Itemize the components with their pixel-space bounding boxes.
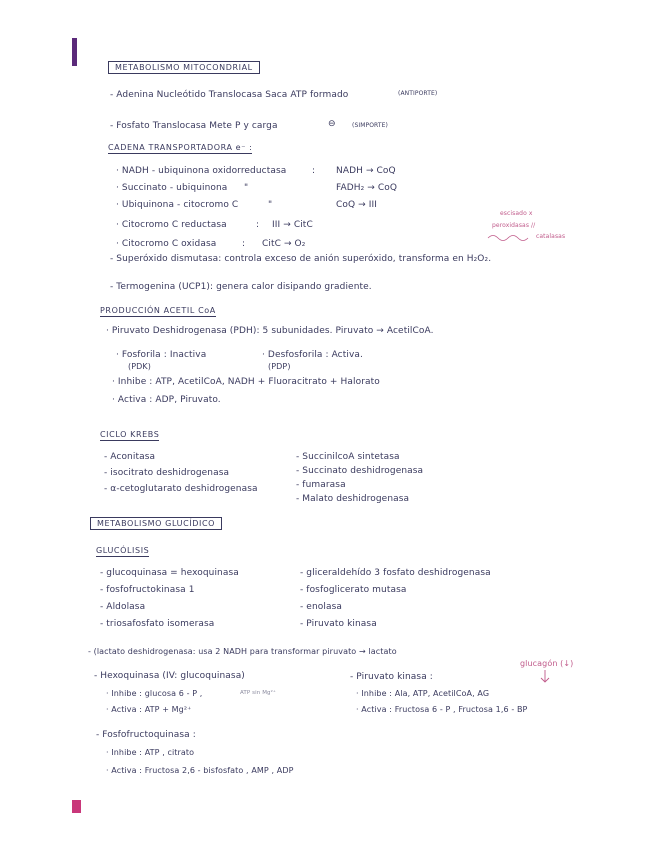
cadena-item-value: CoQ → III bbox=[336, 200, 378, 210]
krebs-enzyme: - Succinato deshidrogenasa bbox=[296, 466, 424, 476]
arrow-down-icon bbox=[540, 670, 550, 684]
krebs-enzyme: - Malato deshidrogenasa bbox=[296, 494, 410, 504]
krebs-enzyme: - fumarasa bbox=[296, 480, 346, 490]
glucolisis-enzyme: - Aldolasa bbox=[100, 602, 146, 612]
note-pfk-inhibe: · Inhibe : ATP , citrato bbox=[106, 748, 195, 757]
note-hexo-activa: · Activa : ATP + Mg²⁺ bbox=[106, 705, 192, 714]
cadena-item-name: · NADH - ubiquinona oxidorreductasa bbox=[116, 166, 287, 176]
note-piruvato-kinasa: - Piruvato kinasa : bbox=[350, 672, 433, 682]
note-pk-inhibe: · Inhibe : Ala, ATP, AcetilCoA, AG bbox=[356, 689, 490, 698]
note-fosforila: · Fosforila : Inactiva bbox=[116, 350, 207, 360]
glucolisis-enzyme: - gliceraldehído 3 fosfato deshidrogenasa bbox=[300, 568, 491, 578]
krebs-enzyme: - SuccinilcoA sintetasa bbox=[296, 452, 400, 462]
glucolisis-enzyme: - enolasa bbox=[300, 602, 342, 612]
note-pfk-activa: · Activa : Fructosa 2,6 - bisfosfato , AMP , ADP bbox=[106, 766, 294, 775]
note-pdp: (PDP) bbox=[268, 362, 291, 371]
note-adenina: - Adenina Nucleótido Translocasa Saca ATP formado bbox=[110, 90, 349, 100]
krebs-enzyme: - α-cetoglutarato deshidrogenasa bbox=[104, 484, 258, 494]
krebs-enzyme: - isocitrato deshidrogenasa bbox=[104, 468, 230, 478]
glucolisis-enzyme: - fosfoglicerato mutasa bbox=[300, 585, 407, 595]
note-lactato: - (lactato deshidrogenasa: usa 2 NADH para transformar piruvato → lactato bbox=[88, 647, 397, 656]
note-hexoquinasa: - Hexoquinasa (IV: glucoquinasa) bbox=[94, 671, 245, 681]
section-title-glucidico: METABOLISMO GLUCÍDICO bbox=[90, 517, 222, 530]
cadena-item-value: III → CitC bbox=[272, 220, 313, 230]
cadena-item-sep: : bbox=[312, 166, 316, 176]
note-inhibe-pdh: · Inhibe : ATP, AcetilCoA, NADH + Fluoracitrato + Halorato bbox=[112, 377, 380, 387]
note-pk-activa: · Activa : Fructosa 6 - P , Fructosa 1,6 - BP bbox=[356, 705, 528, 714]
note-hexo-inhibe-faint: ATP sin Mg²⁺ bbox=[240, 690, 276, 696]
tag-simporte: (SIMPORTE) bbox=[352, 122, 388, 129]
note-desfosforila: · Desfosforila : Activa. bbox=[262, 350, 363, 360]
cadena-item-value: CitC → O₂ bbox=[262, 239, 306, 249]
page-edge-marker-bottom bbox=[72, 800, 81, 813]
note-superoxido: - Superóxido dismutasa: controla exceso de anión superóxido, transforma en H₂O₂. bbox=[110, 254, 492, 264]
note-activa-pdh: · Activa : ADP, Piruvato. bbox=[112, 395, 221, 405]
heading-glucolisis: GLUCÓLISIS bbox=[96, 546, 150, 555]
note-pdh: · Piruvato Deshidrogenasa (PDH): 5 subunidades. Piruvato → AcetilCoA. bbox=[106, 326, 434, 336]
minus-circle-icon: ⊖ bbox=[328, 119, 336, 129]
cadena-item-sep: : bbox=[256, 220, 260, 230]
side-note-line: catalasas bbox=[536, 233, 566, 240]
heading-cadena-transportadora: CADENA TRANSPORTADORA e⁻ : bbox=[108, 143, 253, 152]
heading-produccion-acetil-coa: PRODUCCIÓN ACETIL CoA bbox=[100, 306, 216, 315]
glucolisis-enzyme: - fosfofructokinasa 1 bbox=[100, 585, 195, 595]
side-note-line: escisado x bbox=[500, 210, 533, 217]
tag-antiporte: (ANTIPORTE) bbox=[398, 90, 438, 97]
heading-ciclo-krebs: CICLO KREBS bbox=[100, 430, 160, 439]
cadena-item-sep: : bbox=[242, 239, 246, 249]
glucolisis-enzyme: - Piruvato kinasa bbox=[300, 619, 377, 629]
section-title-mitocondrial: METABOLISMO MITOCONDRIAL bbox=[108, 61, 260, 74]
page-edge-marker-top bbox=[72, 38, 77, 66]
cadena-item-sep: " bbox=[268, 200, 273, 210]
squiggle-arrow-icon bbox=[487, 233, 531, 241]
note-glucagon: glucagón (↓) bbox=[520, 659, 574, 668]
note-termogenina: - Termogenina (UCP1): genera calor disipando gradiente. bbox=[110, 282, 372, 292]
cadena-item-value: FADH₂ → CoQ bbox=[336, 183, 398, 193]
note-fosfofructoquinasa: - Fosfofructoquinasa : bbox=[96, 730, 196, 740]
cadena-item-name: · Citocromo C oxidasa bbox=[116, 239, 217, 249]
krebs-enzyme: - Aconitasa bbox=[104, 452, 156, 462]
cadena-item-value: NADH → CoQ bbox=[336, 166, 396, 176]
cadena-item-name: · Ubiquinona - citocromo C bbox=[116, 200, 239, 210]
glucolisis-enzyme: - triosafosfato isomerasa bbox=[100, 619, 215, 629]
note-pdk: (PDK) bbox=[128, 362, 151, 371]
glucolisis-enzyme: - glucoquinasa = hexoquinasa bbox=[100, 568, 239, 578]
note-hexo-inhibe: · Inhibe : glucosa 6 - P , bbox=[106, 689, 203, 698]
cadena-item-name: · Citocromo C reductasa bbox=[116, 220, 227, 230]
cadena-item-sep: " bbox=[244, 183, 249, 193]
note-fosfato: - Fosfato Translocasa Mete P y carga bbox=[110, 121, 278, 131]
side-note-line: peroxidasas // bbox=[492, 222, 536, 229]
cadena-item-name: · Succinato - ubiquinona bbox=[116, 183, 228, 193]
